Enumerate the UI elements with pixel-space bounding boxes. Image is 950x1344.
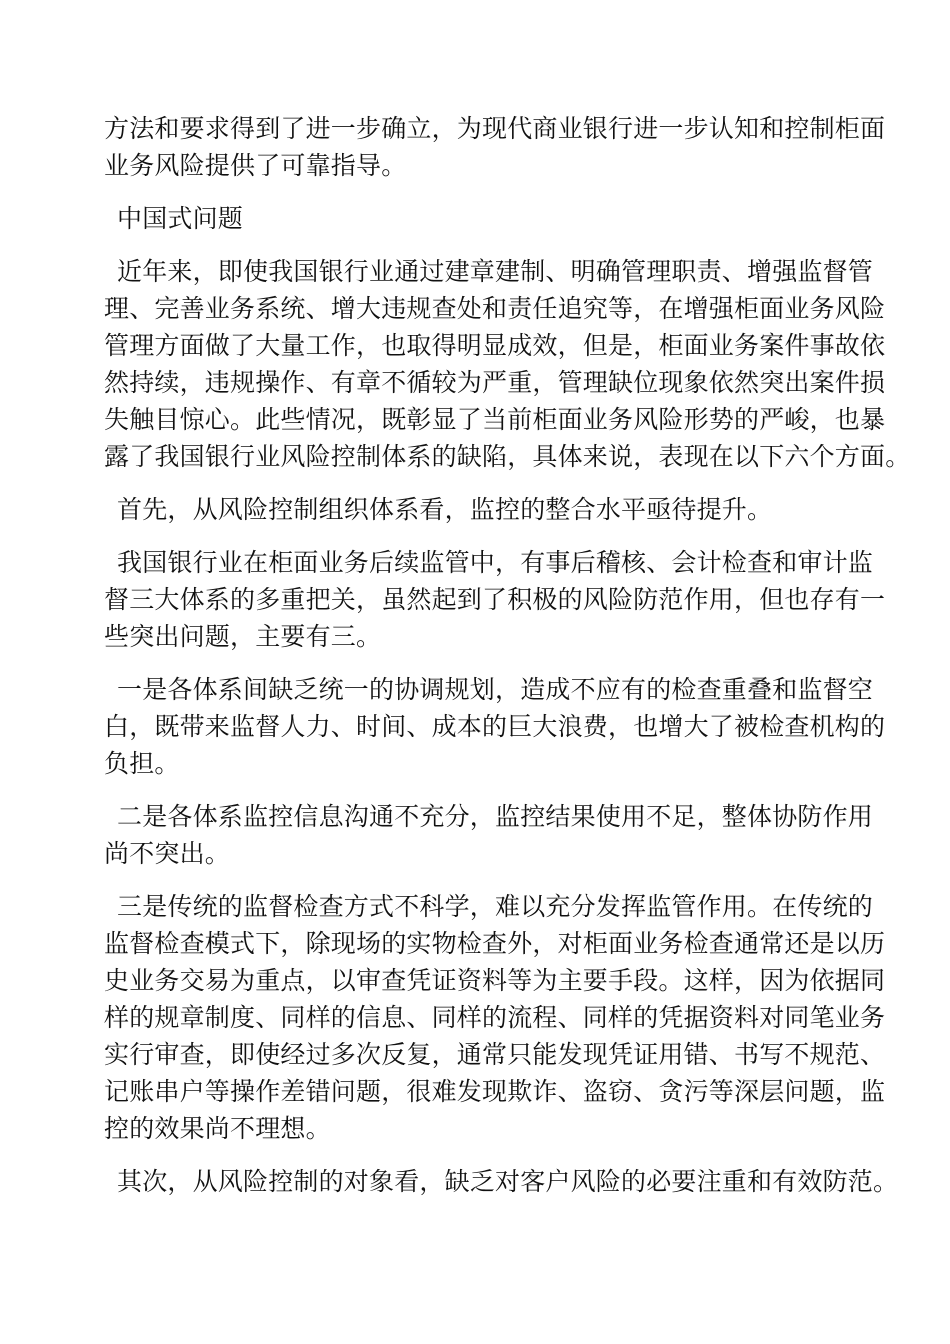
text-line: 白，既带来监督人力、时间、成本的巨大浪费，也增大了被检查机构的	[104, 712, 886, 741]
text-line: 些突出问题，主要有三。	[104, 622, 382, 651]
text-line: 理、完善业务系统、增大违规查处和责任追究等，在增强柜面业务风险	[104, 294, 886, 323]
text-line: 史业务交易为重点，以审查凭证资料等为主要手段。这样，因为依据同	[104, 966, 886, 995]
paragraph-second-point	[104, 1163, 899, 1200]
document-page	[104, 110, 911, 1200]
text-line: 露了我国银行业风险控制体系的缺陷，具体来说，表现在以下六个方面。	[104, 442, 911, 471]
paragraph-intro-continued	[104, 110, 886, 184]
text-line: 督三大体系的多重把关，虽然起到了积极的风险防范作用，但也存有一	[104, 585, 886, 614]
paragraph-supervision-systems	[104, 544, 886, 655]
paragraph-issue-two	[104, 798, 874, 872]
text-line: 二是各体系监控信息沟通不充分，监控结果使用不足，整体协防作用	[117, 802, 874, 831]
paragraph-issue-one	[104, 671, 886, 782]
text-line: 管理方面做了大量工作，也取得明显成效，但是，柜面业务案件事故依	[104, 331, 886, 360]
text-line: 监督检查模式下，除现场的实物检查外，对柜面业务检查通常还是以历	[104, 929, 886, 958]
text-line: 样的规章制度、同样的信息、同样的流程、同样的凭据资料对同笔业务	[104, 1003, 886, 1032]
text-line: 失触目惊心。此些情况，既彰显了当前柜面业务风险形势的严峻，也暴	[104, 405, 886, 434]
paragraph-first-point	[104, 491, 850, 528]
text-line: 尚不突出。	[104, 839, 231, 868]
text-line: 然持续，违规操作、有章不循较为严重，管理缺位现象依然突出案件损	[104, 368, 886, 397]
text-line: 我国银行业在柜面业务后续监管中，有事后稽核、会计检查和审计监	[117, 548, 874, 577]
text-line: 一是各体系间缺乏统一的协调规划，造成不应有的检查重叠和监督空	[117, 675, 874, 704]
text-line: 其次，从风险控制的对象看，缺乏对客户风险的必要注重和有效防范。	[117, 1167, 899, 1196]
text-line: 三是传统的监督检查方式不科学，难以充分发挥监管作用。在传统的	[117, 892, 874, 921]
text-line: 记账串户等操作差错问题，很难发现欺诈、盗窃、贪污等深层问题，监	[104, 1077, 886, 1106]
heading-text: 中国式问题	[117, 204, 244, 233]
text-line: 实行审查，即使经过多次反复，通常只能发现凭证用错、书写不规范、	[104, 1040, 886, 1069]
text-line: 方法和要求得到了进一步确立，为现代商业银行进一步认知和控制柜面	[104, 114, 886, 143]
paragraph-recent-years	[104, 253, 911, 475]
section-heading-chinese-style-problem	[104, 200, 850, 237]
text-line: 近年来，即使我国银行业通过建章建制、明确管理职责、增强监督管	[117, 257, 874, 286]
text-line: 控的效果尚不理想。	[104, 1114, 331, 1143]
paragraph-issue-three	[104, 888, 886, 1147]
text-line: 负担。	[104, 749, 180, 778]
text-line: 业务风险提供了可靠指导。	[104, 151, 407, 180]
text-line: 首先，从风险控制组织体系看，监控的整合水平亟待提升。	[117, 495, 773, 524]
